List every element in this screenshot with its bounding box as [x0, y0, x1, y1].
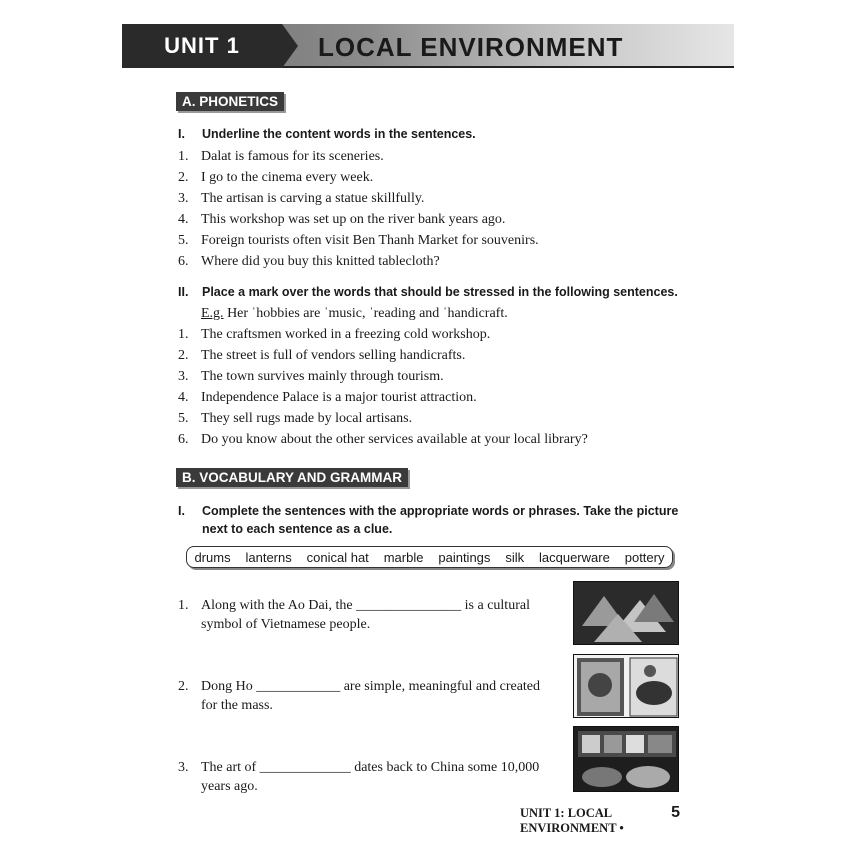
word-bank-item: lacquerware	[539, 549, 610, 565]
example-text: Her ˈhobbies are ˈmusic, ˈreading and ˈhandicraft.	[223, 306, 508, 321]
list-item	[178, 327, 490, 343]
page-number: 5	[671, 804, 680, 821]
item-number: 4.	[178, 212, 189, 227]
question-item	[178, 758, 548, 796]
item-number: 3.	[178, 760, 189, 775]
item-number: 5.	[178, 411, 189, 426]
item-text: Where did you buy this knitted tablecloth?	[201, 254, 440, 269]
word-bank	[186, 546, 673, 568]
example-label: E.g.	[201, 306, 224, 321]
item-text: They sell rugs made by local artisans.	[201, 411, 413, 426]
item-text: I go to the cinema every week.	[201, 170, 374, 185]
page-footer	[520, 804, 680, 836]
list-item	[178, 149, 384, 165]
item-text: Do you know about the other services available at your local library?	[201, 432, 588, 447]
vocab-instruction-1	[178, 502, 688, 538]
word-bank-item: pottery	[624, 549, 665, 565]
item-text: The craftsmen worked in a freezing cold workshop.	[201, 327, 491, 342]
list-item	[178, 411, 412, 427]
instruction-number: I.	[178, 127, 185, 141]
list-item	[178, 233, 539, 249]
item-text: The town survives mainly through tourism.	[201, 369, 444, 384]
list-item	[178, 254, 440, 270]
list-item	[178, 212, 505, 228]
item-text: The art of _____________ dates back to China some 10,000 years ago.	[201, 760, 540, 794]
section-heading-vocabulary: B. VOCABULARY AND GRAMMAR	[176, 468, 408, 487]
list-item	[178, 191, 424, 207]
item-number: 4.	[178, 390, 189, 405]
item-text: Along with the Ao Dai, the _______________ is a cultural symbol of Vietnamese people.	[201, 598, 530, 632]
item-text: The street is full of vendors selling handicrafts.	[201, 348, 466, 363]
phonetics-instruction-1	[178, 127, 476, 141]
word-bank-item: drums	[194, 549, 231, 565]
instruction-text: Complete the sentences with the appropriate words or phrases. Take the picture next to each sentence as a clue.	[202, 504, 679, 536]
word-bank-item: paintings	[438, 549, 491, 565]
item-text: The artisan is carving a statue skillfully.	[201, 191, 425, 206]
item-text: Dong Ho ____________ are simple, meaningful and created for the mass.	[201, 679, 541, 713]
question-item	[178, 596, 548, 634]
item-number: 6.	[178, 254, 189, 269]
word-bank-item: marble	[383, 549, 424, 565]
unit-title: LOCAL ENVIRONMENT	[318, 32, 624, 62]
item-text: Foreign tourists often visit Ben Thanh Market for souvenirs.	[201, 233, 539, 248]
list-item	[178, 369, 444, 385]
lacquerware-picture	[573, 726, 679, 792]
list-item	[178, 390, 477, 406]
example-sentence	[201, 306, 508, 322]
item-number: 2.	[178, 348, 189, 363]
instruction-text: Place a mark over the words that should be stressed in the following sentences.	[202, 285, 678, 299]
list-item	[178, 348, 465, 364]
item-text: This workshop was set up on the river bank years ago.	[201, 212, 506, 227]
instruction-text: Underline the content words in the sentences.	[202, 127, 476, 141]
dong-ho-paintings-picture	[573, 654, 679, 718]
word-bank-item: silk	[505, 549, 525, 565]
item-number: 6.	[178, 432, 189, 447]
unit-banner	[122, 24, 734, 68]
unit-label: UNIT 1	[122, 24, 282, 68]
instruction-number: I.	[178, 504, 185, 518]
item-number: 1.	[178, 327, 189, 342]
item-number: 3.	[178, 191, 189, 206]
question-item	[178, 677, 548, 715]
phonetics-instruction-2	[178, 285, 678, 299]
banner-arrow-icon	[282, 24, 298, 68]
list-item	[178, 432, 588, 448]
item-number: 2.	[178, 170, 189, 185]
footer-label: UNIT 1: LOCAL ENVIRONMENT •	[520, 806, 624, 835]
conical-hat-picture	[573, 581, 679, 645]
word-bank-item: conical hat	[306, 549, 369, 565]
item-number: 1.	[178, 598, 189, 613]
item-number: 3.	[178, 369, 189, 384]
word-bank-item: lanterns	[245, 549, 292, 565]
item-text: Dalat is famous for its sceneries.	[201, 149, 384, 164]
item-number: 1.	[178, 149, 189, 164]
item-number: 2.	[178, 679, 189, 694]
item-number: 5.	[178, 233, 189, 248]
section-heading-phonetics: A. PHONETICS	[176, 92, 284, 111]
item-text: Independence Palace is a major tourist attraction.	[201, 390, 477, 405]
list-item	[178, 170, 373, 186]
instruction-number: II.	[178, 285, 189, 299]
